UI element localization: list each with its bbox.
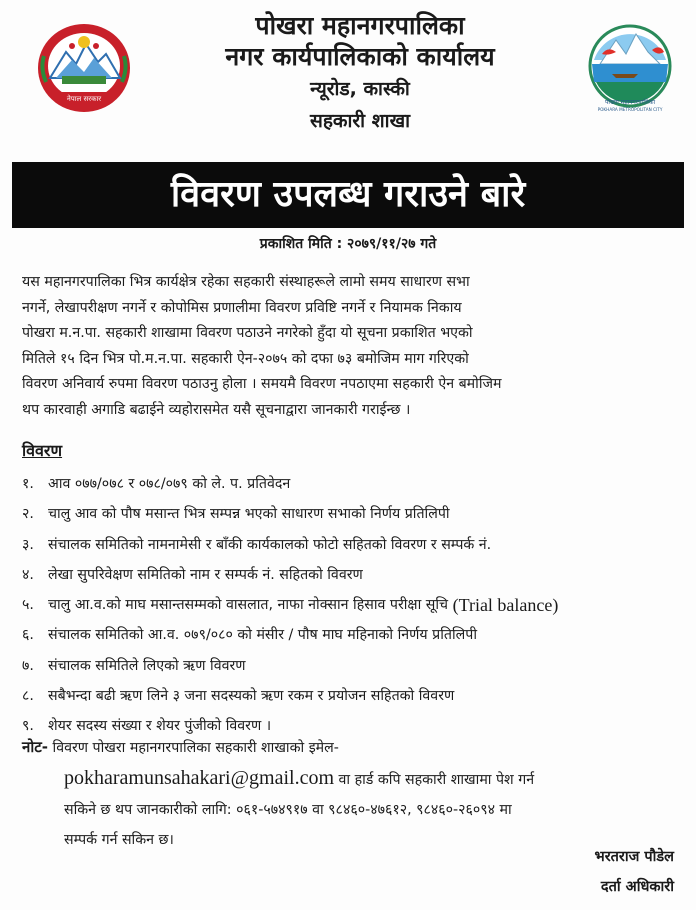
details-list [22,469,682,742]
signatory-name: भरतराज पौडेल [594,849,674,865]
note-line [22,763,682,795]
list-item [22,681,682,711]
emblem-text: नेपाल सरकार [66,95,102,103]
intro-paragraph [22,270,678,424]
item-text: चालु आव को पौष मसान्त भित्र सम्पन्न भएको साधारण सभाको निर्णय प्रतिलिपी [48,506,450,523]
note-label: नोट- [22,738,48,756]
publish-date: प्रकाशित मिति : २०७९/११/२७ गते [259,236,437,252]
intro-line: विवरण अनिवार्य रुपमा विवरण पठाउनु होला । समयमै विवरण नपठाएमा सहकारी ऐन बमोजिम [22,376,502,393]
office-header [140,10,580,135]
note-section [22,732,682,855]
item-number: ५. [22,597,34,614]
intro-line: यस महानगरपालिका भित्र कार्यक्षेत्र रहेका सहकारी संस्थाहरूले लामो समय साधारण सभा [22,274,470,290]
item-number: ३. [22,536,34,553]
note-line: सकिने छ थप जानकारीको लागि: ०६१-५७४९१७ वा ९८४६०-४७६१२, ९८४६०-२६०९४ मा [64,802,512,818]
municipality-name: पोखरा महानगरपालिका [255,11,465,40]
item-number: ८. [22,688,34,705]
item-number: २. [22,506,34,523]
list-item [22,530,682,560]
list-item [22,651,682,681]
list-item [22,560,682,590]
list-item [22,499,682,529]
nepal-emblem-icon [32,16,136,116]
intro-line: पोखरा म.न.पा. सहकारी शाखामा विवरण पठाउने नगरेको हुँदा यो सूचना प्रकाशित भएको [22,325,473,342]
notice-title: विवरण उपलब्ध गराउने बारे [170,174,526,215]
notice-title-banner [12,162,684,228]
item-text: शेयर सदस्य संख्या र शेयर पुंजीको विवरण । [48,718,272,735]
office-address: न्यूरोड, कास्की [310,78,410,100]
item-text: सबैभन्दा बढी ऋण लिने ३ जना सदस्यको ऋण रकम र प्रयोजन सहितको विवरण [48,688,455,705]
office-name: नगर कार्यपालिकाको कार्यालय [225,42,495,71]
item-number: ६. [22,627,34,644]
email-link[interactable]: pokharamunsahakari@gmail.com [64,767,334,789]
note-line [22,732,682,763]
note-line: सम्पर्क गर्न सकिन छ। [64,832,174,848]
pokhara-city-logo-icon [582,20,678,116]
list-item [22,590,682,620]
list-item [22,620,682,650]
item-number: ७. [22,657,34,674]
item-text-english: (Trial balance) [452,595,559,616]
intro-line: थप कारवाही अगाडि बढाईने व्यहोरासमेत यसै सूचनाद्वारा जानकारी गराईन्छ । [22,401,411,418]
item-text: संचालक समितिको आ.व. ०७९/०८० को मंसीर / पौष माघ महिनाको निर्णय प्रतिलिपी [48,627,478,644]
item-number: ४. [22,566,34,583]
signature-block [595,842,674,902]
item-text: चालु आ.व.को माघ मसान्तसम्मको वासलात, नाफा नोक्सान हिसाव परीक्षा सूचि [48,597,449,614]
note-text: विवरण पोखरा महानगरपालिका सहकारी शाखाको इमेल- [52,740,339,756]
details-heading: विवरण [22,441,63,460]
intro-line: नगर्ने, लेखापरीक्षण नगर्ने र कोपोमिस प्रणालीमा विवरण प्रविष्टि नगर्ने र नियामक निकाय [22,299,462,316]
item-text: संचालक समितिले लिएको ऋण विवरण [48,657,246,674]
branch-name: सहकारी शाखा [309,110,411,132]
item-text: संचालक समितिको नामनामेसी र बाँकी कार्यकालको फोटो सहितको विवरण र सम्पर्क नं. [48,536,492,553]
logo-caption: पोखरा महानगरपालिका [604,99,656,106]
item-text: लेखा सुपरिवेक्षण समितिको नाम र सम्पर्क नं. सहितको विवरण [48,566,363,583]
list-item [22,469,682,499]
intro-line: मितिले १५ दिन भित्र पो.म.न.पा. सहकारी ऐन-२०७५ को दफा ७३ बमोजिम माग गरिएको [22,350,469,367]
item-number: १. [22,476,34,492]
signatory-position: दर्ता अधिकारी [600,879,674,895]
item-number: ९. [22,718,34,735]
item-text: आव ०७७/०७८ र ०७८/०७९ को ले. प. प्रतिवेदन [48,476,291,492]
note-text: वा हार्ड कपि सहकारी शाखामा पेश गर्न [338,772,535,788]
logo-caption-en: POKHARA METROPOLITAN CITY [597,107,663,112]
